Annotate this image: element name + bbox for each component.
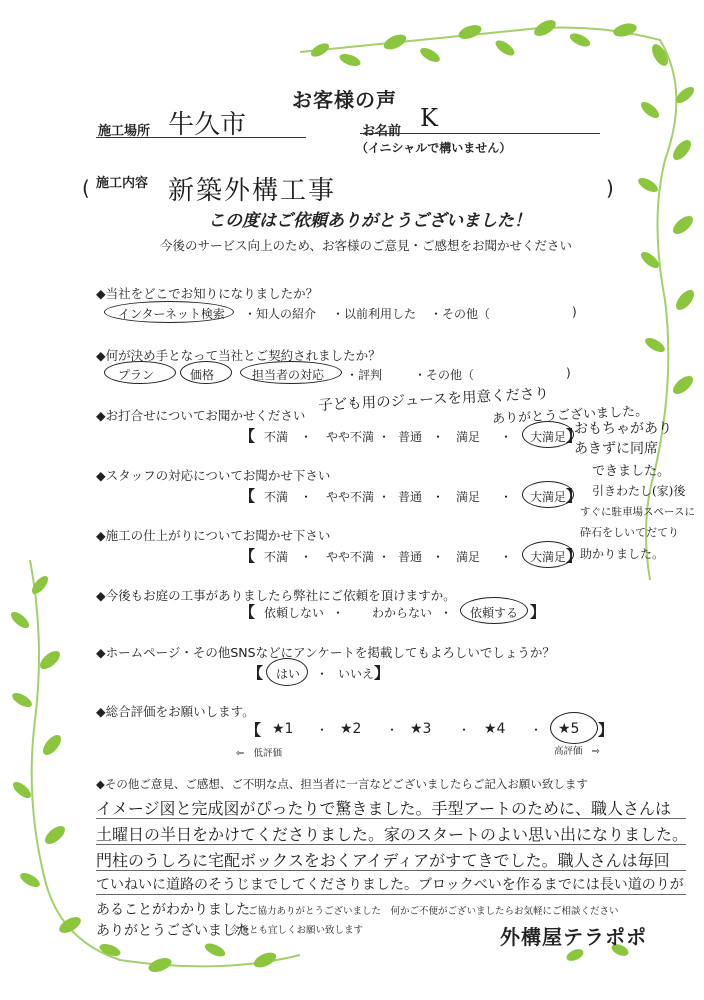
note-toys-line1: おもちゃがあり — [574, 421, 672, 437]
q5-opt-1[interactable]: 不満 — [264, 550, 289, 564]
q8-opt-star2[interactable]: ★2 — [340, 721, 362, 737]
q6-sep-1: ・ — [332, 606, 345, 620]
comment-rule-2 — [96, 844, 686, 845]
work-value: 新築外構工事 — [168, 176, 337, 206]
q8-sep-1: ・ — [316, 723, 329, 737]
q3-opt-3[interactable]: 普通 — [398, 430, 423, 444]
footer-printed-1: ご協力ありがとうございました 何かご不便がございましたらお気軽にご相談ください — [248, 906, 619, 917]
q6-opt-no[interactable]: 依頼しない — [264, 606, 325, 620]
q8-opt-star3[interactable]: ★3 — [410, 721, 432, 737]
q8-opt-star1[interactable]: ★1 — [272, 721, 294, 737]
q7-bracket-open: 【 — [248, 664, 264, 682]
q8-opt-star4[interactable]: ★4 — [484, 721, 506, 737]
q5-sep-2: ・ — [378, 550, 391, 564]
footer-printed-2: 今後とも宜しくお願い致します — [230, 925, 364, 936]
rating-high-label: 高評価 ⇨ — [554, 746, 600, 757]
q4-bracket-open: 【 — [240, 487, 256, 505]
name-note: （イニシャルで構いません） — [356, 141, 512, 155]
q4-opt-5[interactable]: 大満足 — [530, 490, 567, 504]
note-gravel-line1: 引きわたし(家)後 — [592, 484, 686, 498]
q4-opt-1[interactable]: 不満 — [264, 490, 289, 504]
q3-bracket-close: 】 — [566, 427, 582, 445]
q6-bracket-open: 【 — [240, 603, 256, 621]
q1-opt-friend[interactable]: ・知人の紹介 — [244, 307, 317, 321]
q7-bracket-close: 】 — [374, 664, 390, 682]
note-juice-line1: 子ども用のジュースを用意くださり — [317, 385, 550, 415]
intro-text: 今後のサービス向上のため、お客様のご意見・ご感想をお聞かせください — [160, 238, 573, 253]
work-paren-open: ( — [82, 176, 90, 200]
q6-sep-2: ・ — [440, 606, 453, 620]
q1-opt-internet[interactable]: インターネット検索 — [118, 307, 225, 321]
q2-opt-other-close: ) — [566, 366, 571, 380]
q6-bracket-close: 】 — [530, 603, 546, 621]
q3-sep-2: ・ — [378, 430, 391, 444]
q7-opt-yes[interactable]: はい — [276, 667, 301, 681]
company-logo: 外構屋テラポポ — [500, 925, 647, 949]
note-toys-line3: できました。 — [592, 464, 671, 479]
q1-opt-previous[interactable]: ・以前利用した — [332, 307, 417, 321]
q3-bracket-open: 【 — [240, 427, 256, 445]
q2-text: ◆何が決め手となって当社とご契約されましたか？ — [96, 348, 381, 363]
q4-text: ◆スタッフの対応についてお聞かせ下さい — [96, 468, 331, 483]
q5-sep-4: ・ — [500, 550, 513, 564]
q3-opt-2[interactable]: やや不満 — [326, 430, 375, 444]
q5-opt-2[interactable]: やや不満 — [326, 550, 375, 564]
q3-sep-1: ・ — [300, 430, 313, 444]
site-value: 牛久市 — [168, 110, 247, 140]
q5-sep-1: ・ — [300, 550, 313, 564]
q6-opt-unsure[interactable]: わからない — [372, 606, 433, 620]
q8-bracket-close: 】 — [598, 721, 614, 739]
q5-opt-4[interactable]: 満足 — [456, 550, 481, 564]
q4-sep-3: ・ — [432, 490, 445, 504]
q5-opt-3[interactable]: 普通 — [398, 550, 423, 564]
q1-text: ◆当社をどこでお知りになりましたか？ — [96, 286, 319, 301]
comment-line-5: あることがわかりました — [96, 902, 250, 918]
q3-opt-5[interactable]: 大満足 — [530, 430, 567, 444]
page-title: お客様の声 — [292, 88, 397, 112]
note-gravel-line4: 助かりました。 — [580, 547, 665, 561]
q2-circle-staff — [240, 361, 342, 384]
q6-opt-yes[interactable]: 依頼する — [470, 606, 519, 620]
comment-line-2: 土曜日の半日をかけてくださりました。家のスタートのよい思い出になりました。 — [96, 825, 689, 844]
work-paren-close: ) — [606, 176, 614, 200]
q6-text: ◆今後もお庭の工事がありましたら弊社にご依頼を頂けますか。 — [96, 588, 456, 603]
q3-text: ◆お打合せについてお聞かせください — [96, 408, 306, 423]
q8-sep-4: ・ — [530, 723, 543, 737]
q4-opt-3[interactable]: 普通 — [398, 490, 423, 504]
note-gravel-line2: すぐに駐車場スペースに — [580, 506, 695, 518]
rating-low-label: ⇦ 低評価 — [236, 748, 282, 759]
work-label: 施工内容 — [96, 176, 149, 191]
comment-line-4: ていねいに道路のそうじまでしてくださりました。ブロックべいを作るまでには長い道のりが — [96, 877, 684, 893]
q7-selected-circle — [266, 658, 308, 686]
q5-bracket-open: 【 — [240, 547, 256, 565]
name-underline — [360, 133, 600, 134]
q7-opt-no[interactable]: いいえ — [338, 667, 375, 681]
q4-sep-4: ・ — [500, 490, 513, 504]
q1-opt-other-close: ) — [572, 305, 577, 319]
q2-opt-staff[interactable]: 担当者の対応 — [252, 368, 325, 382]
name-value: K — [420, 104, 438, 132]
q5-opt-5[interactable]: 大満足 — [530, 550, 567, 564]
q8-text: ◆総合評価をお願いします。 — [96, 704, 255, 719]
comment-rule-1 — [96, 818, 686, 819]
q5-sep-3: ・ — [432, 550, 445, 564]
q4-opt-2[interactable]: やや不満 — [326, 490, 375, 504]
site-label: 施工場所 — [98, 124, 151, 139]
comments-prompt: ◆その他ご意見、ご感想、ご不明な点、担当者に一言などございましたらご記入お願い致します — [96, 777, 588, 791]
q4-bracket-close: 】 — [566, 487, 582, 505]
comment-line-3: 門柱のうしろに宅配ボックスをおくアイディアがすてきでした。職人さんは毎回 — [96, 851, 670, 870]
comment-rule-4 — [96, 894, 686, 895]
comment-rule-3 — [96, 870, 686, 871]
comment-line-1: イメージ図と完成図がぴったりで驚きました。手型アートのために、職人さんは — [96, 799, 672, 818]
q2-circle-plan — [104, 361, 176, 384]
name-label: お名前 — [362, 124, 402, 139]
q3-sep-4: ・ — [500, 430, 513, 444]
comment-line-6: ありがとうございました — [96, 923, 250, 939]
q5-text: ◆施工の仕上がりについてお聞かせ下さい — [96, 528, 331, 543]
q2-opt-plan[interactable]: プラン — [118, 368, 155, 382]
q2-opt-reputation[interactable]: ・評判 — [346, 368, 383, 382]
q4-opt-4[interactable]: 満足 — [456, 490, 481, 504]
q1-opt-other[interactable]: ・その他（ — [430, 307, 491, 321]
q3-opt-1[interactable]: 不満 — [264, 430, 289, 444]
q6-selected-circle — [460, 597, 528, 624]
q4-sep-1: ・ — [300, 490, 313, 504]
q8-opt-star5[interactable]: ★5 — [558, 721, 580, 737]
q5-bracket-close: 】 — [566, 547, 582, 565]
q2-opt-other[interactable]: ・その他（ — [414, 368, 475, 382]
note-toys-line2: あきずに同席 — [574, 441, 658, 457]
q7-sep-1: ・ — [316, 667, 329, 681]
q7-text: ◆ホームページ・その他SNSなどにアンケートを掲載してもよろしいでしょうか？ — [96, 645, 555, 660]
q3-sep-3: ・ — [432, 430, 445, 444]
q8-sep-2: ・ — [386, 723, 399, 737]
q4-sep-2: ・ — [378, 490, 391, 504]
q8-selected-circle — [550, 712, 598, 744]
site-underline — [96, 137, 306, 138]
q8-sep-3: ・ — [458, 723, 471, 737]
q8-bracket-open: 【 — [246, 721, 262, 739]
thanks-heading: この度はご依頼ありがとうございました！ — [208, 211, 531, 231]
q2-opt-price[interactable]: 価格 — [190, 368, 215, 382]
note-juice-line2: ありがとうございました。 — [491, 403, 649, 428]
q3-opt-4[interactable]: 満足 — [456, 430, 481, 444]
note-gravel-line3: 砕石をしいてだてり — [580, 526, 679, 539]
q1-selected-circle — [104, 301, 234, 323]
q2-circle-price — [180, 361, 232, 384]
